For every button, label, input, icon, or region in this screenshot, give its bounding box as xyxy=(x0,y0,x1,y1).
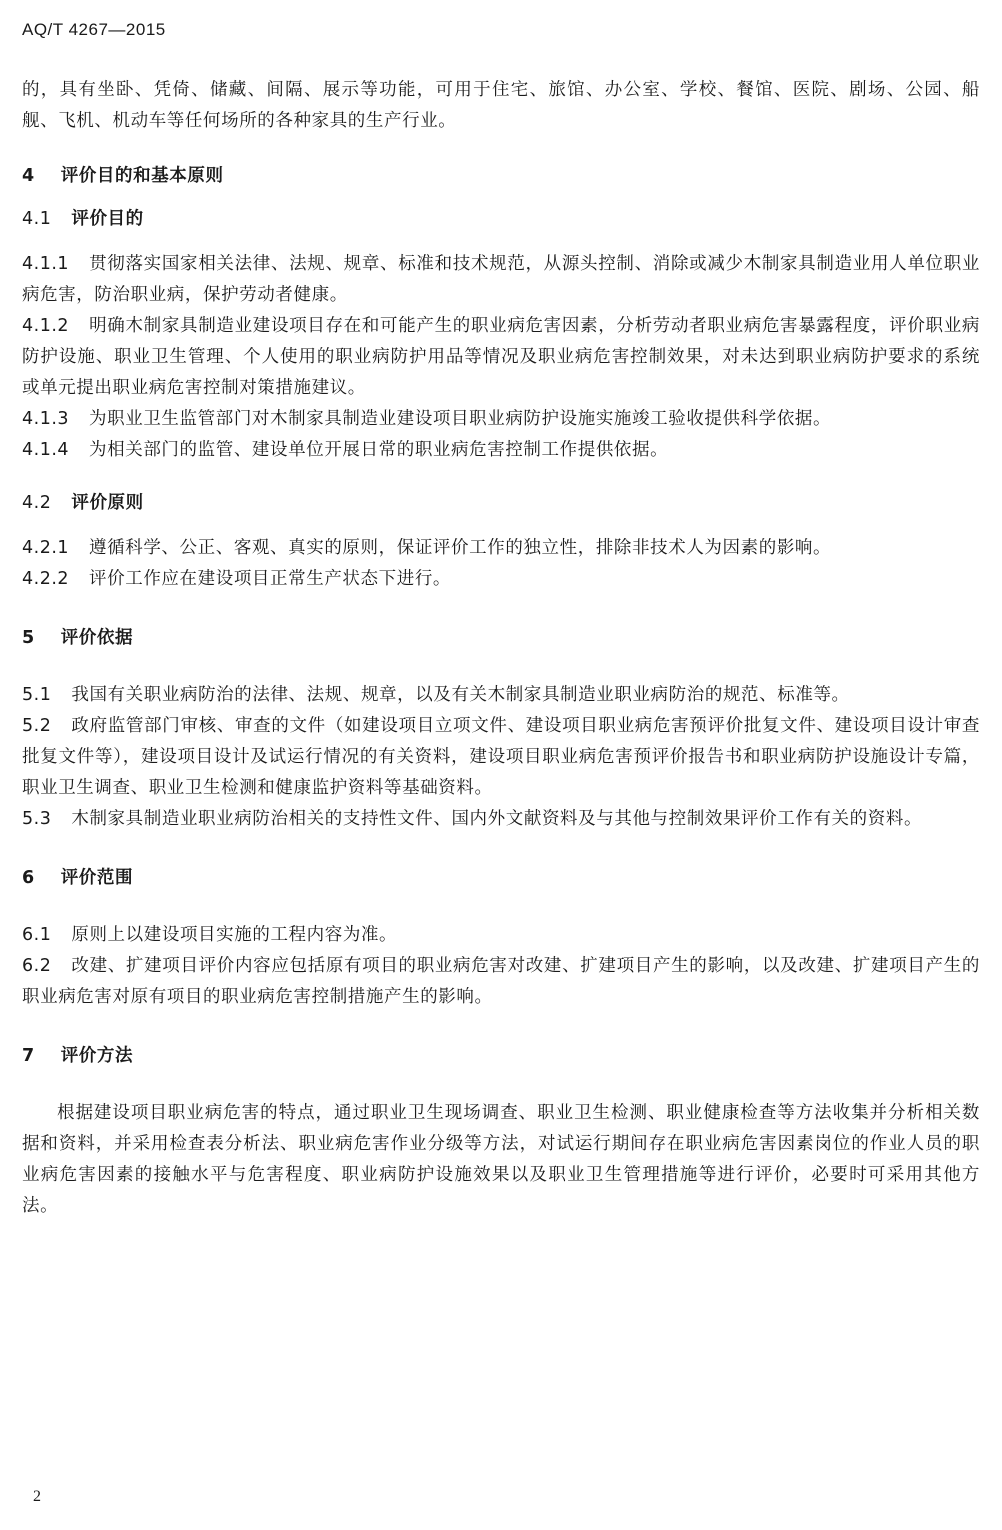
section-title: 评价方法 xyxy=(60,1046,134,1066)
section-title: 评价范围 xyxy=(60,868,134,888)
clause-text: 遵循科学、公正、客观、真实的原则，保证评价工作的独立性，排除非技术人为因素的影响。 xyxy=(89,538,832,558)
document-body xyxy=(22,75,980,1222)
clause-number: 5.1 xyxy=(22,685,52,705)
section-number: 6 xyxy=(22,868,35,888)
page-number: 2 xyxy=(33,1488,41,1505)
clause-4-2-2 xyxy=(22,564,980,595)
section-number: 4.1 xyxy=(22,209,52,229)
intro-paragraph: 的，具有坐卧、凭倚、储藏、间隔、展示等功能，可用于住宅、旅馆、办公室、学校、餐馆、医院、剧场、公园、船舰、飞机、机动车等任何场所的各种家具的生产行业。 xyxy=(22,80,980,131)
document-code-header: AQ/T 4267—2015 xyxy=(22,20,166,39)
clause-text: 政府监管部门审核、审查的文件（如建设项目立项文件、建设项目职业病危害预评价批复文件、建设项目设计审查批复文件等），建设项目设计及试运行情况的有关资料，建设项目职业病危害预评价报告书和职业病防护设施设计专篇，职业卫生调查、职业卫生检测和健康监护资料等基础资料。 xyxy=(22,716,980,798)
clause-text: 改建、扩建项目评价内容应包括原有项目的职业病危害对改建、扩建项目产生的影响，以及改建、扩建项目产生的职业病危害对原有项目的职业病危害控制措施产生的影响。 xyxy=(22,956,980,1007)
section-title: 评价目的 xyxy=(71,209,144,229)
clause-number: 5.2 xyxy=(22,716,52,736)
clause-text: 木制家具制造业职业病防治相关的支持性文件、国内外文献资料及与其他与控制效果评价工作有关的资料。 xyxy=(71,809,923,829)
clause-4-1-2 xyxy=(22,311,980,404)
section-number: 7 xyxy=(22,1046,35,1066)
section-number: 5 xyxy=(22,628,35,648)
clause-number: 4.1.3 xyxy=(22,409,70,429)
clause-6-1 xyxy=(22,920,980,951)
clause-4-1-3 xyxy=(22,404,980,435)
section-4-1-heading xyxy=(22,204,980,235)
clause-5-3 xyxy=(22,804,980,835)
clause-text: 原则上以建设项目实施的工程内容为准。 xyxy=(71,925,398,945)
section-7-heading xyxy=(22,1041,980,1072)
clause-number: 4.2.1 xyxy=(22,538,70,558)
clause-number: 5.3 xyxy=(22,809,52,829)
clause-text: 为职业卫生监管部门对木制家具制造业建设项目职业病防护设施实施竣工验收提供科学依据。 xyxy=(89,409,832,429)
clause-4-1-4 xyxy=(22,435,980,466)
clause-text: 评价工作应在建设项目正常生产状态下进行。 xyxy=(89,569,452,589)
clause-number: 4.2.2 xyxy=(22,569,70,589)
clause-4-2-1 xyxy=(22,533,980,564)
clause-text: 我国有关职业病防治的法律、法规、规章，以及有关木制家具制造业职业病防治的规范、标准等。 xyxy=(71,685,850,705)
section-title: 评价原则 xyxy=(71,493,144,513)
section-title: 评价依据 xyxy=(60,628,134,648)
clause-number: 6.1 xyxy=(22,925,52,945)
section-number: 4.2 xyxy=(22,493,52,513)
section-7-body: 根据建设项目职业病危害的特点，通过职业卫生现场调查、职业卫生检测、职业健康检查等方法收集并分析相关数据和资料，并采用检查表分析法、职业病危害作业分级等方法，对试运行期间存在职业病危害因素岗位的作业人员的职业病危害因素的接触水平与危害程度、职业病防护设施效果以及职业卫生管理措施等进行评价，必要时可采用其他方法。 xyxy=(22,1103,980,1216)
clause-4-1-1 xyxy=(22,249,980,311)
section-6-heading xyxy=(22,863,980,894)
clause-text: 明确木制家具制造业建设项目存在和可能产生的职业病危害因素，分析劳动者职业病危害暴露程度，评价职业病防护设施、职业卫生管理、个人使用的职业病防护用品等情况及职业病危害控制效果，对未达到职业病防护要求的系统或单元提出职业病危害控制对策措施建议。 xyxy=(22,316,980,398)
section-5-heading xyxy=(22,623,980,654)
clause-5-2 xyxy=(22,711,980,804)
clause-text: 贯彻落实国家相关法律、法规、规章、标准和技术规范，从源头控制、消除或减少木制家具制造业用人单位职业病危害，防治职业病，保护劳动者健康。 xyxy=(22,254,980,305)
clause-text: 为相关部门的监管、建设单位开展日常的职业病危害控制工作提供依据。 xyxy=(89,440,669,460)
clause-number: 6.2 xyxy=(22,956,52,976)
clause-6-2 xyxy=(22,951,980,1013)
section-title: 评价目的和基本原则 xyxy=(60,166,224,186)
clause-5-1 xyxy=(22,680,980,711)
clause-number: 4.1.1 xyxy=(22,254,70,274)
section-4-heading xyxy=(22,161,980,192)
clause-number: 4.1.2 xyxy=(22,316,70,336)
clause-number: 4.1.4 xyxy=(22,440,70,460)
section-4-2-heading xyxy=(22,488,980,519)
section-number: 4 xyxy=(22,166,35,186)
